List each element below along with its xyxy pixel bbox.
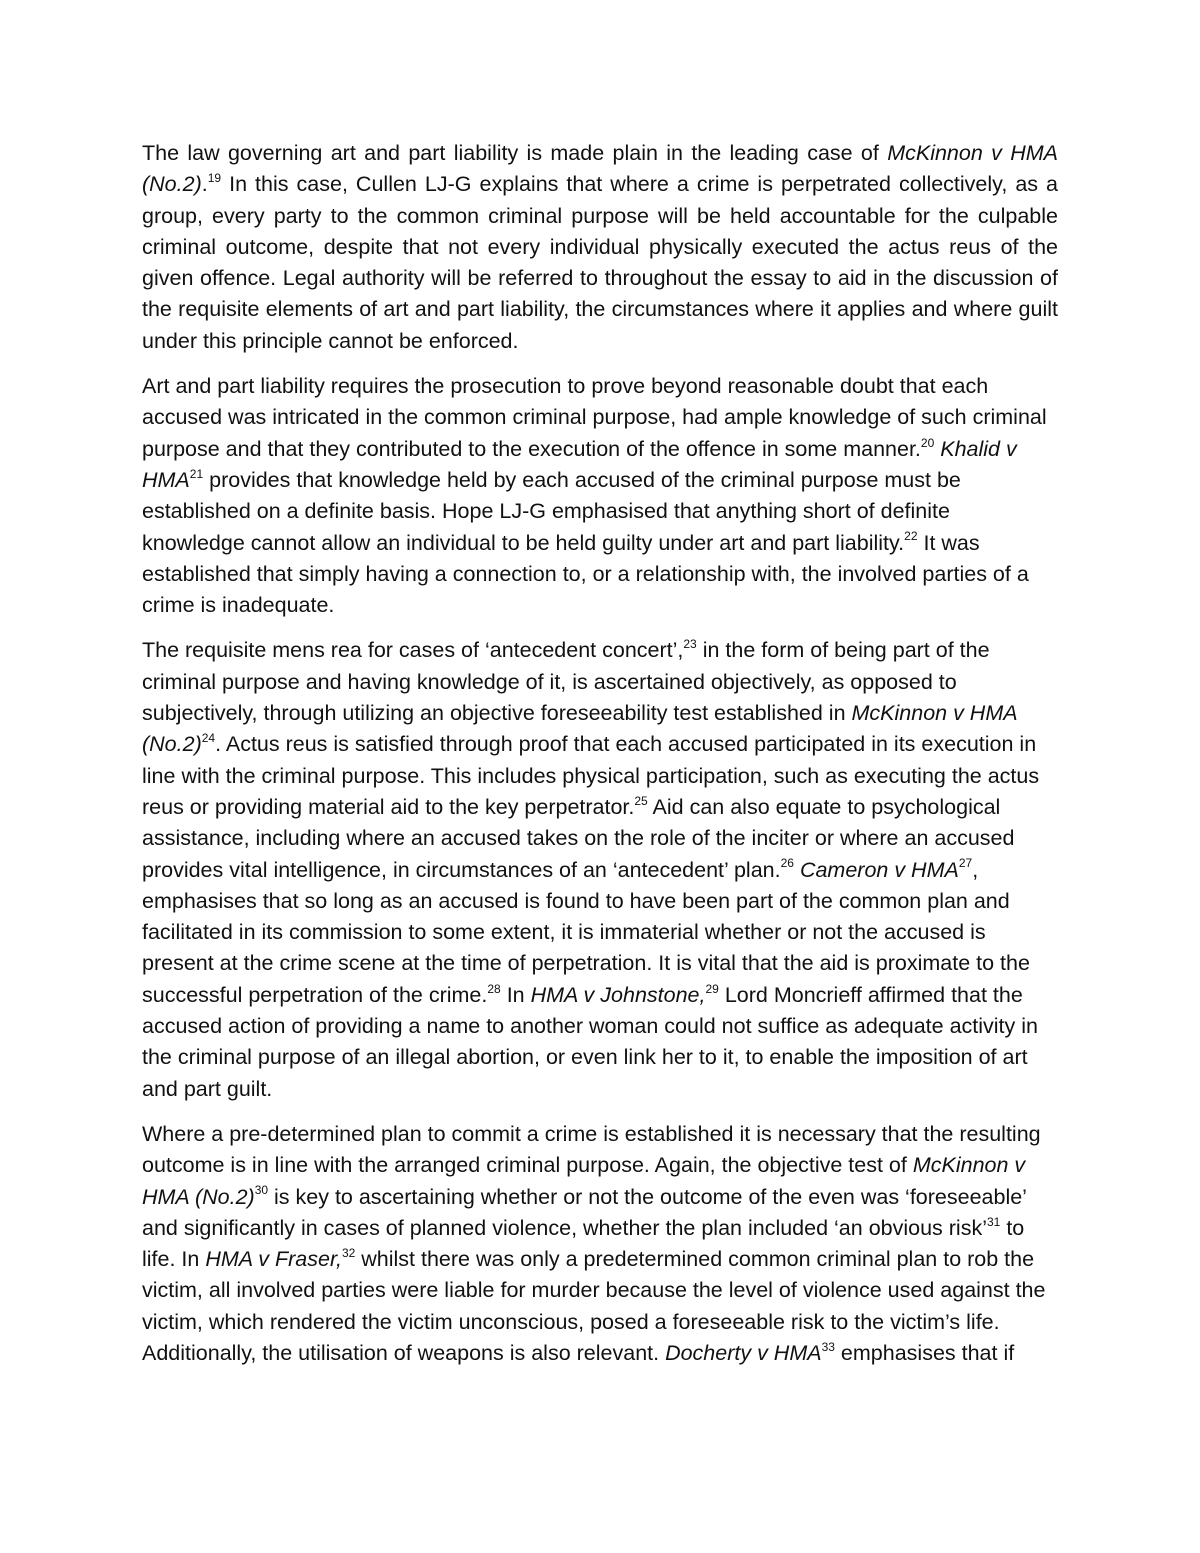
footnote-marker: 29 — [705, 981, 719, 996]
footnote-marker: 30 — [254, 1183, 269, 1198]
case-citation: Docherty v HMA — [665, 1340, 822, 1365]
body-text: emphasises that if — [834, 1340, 1015, 1365]
document-page — [142, 138, 1058, 1383]
case-citation: McKinnon v HMA (No.2) — [142, 1153, 1026, 1209]
body-text: In — [500, 982, 531, 1007]
body-text: . Actus reus is satisfied through proof that each accused participated in its execution in line with the criminal purpose. This includes physical participation, such as executing the actus reus or providing material aid to the key perpetrator. — [142, 732, 1040, 819]
body-text: The law governing art and part liability is made plain in the leading case of — [142, 141, 888, 165]
body-text: Aid can also equate to psychological assistance, including where an accused takes on the role of the inciter or where an accused provides vital intelligence, in circumstances of an ‘antecedent’ plan. — [142, 794, 1015, 882]
footnote-marker: 22 — [904, 529, 918, 544]
body-text: Where a pre-determined plan to commit a crime is established it is necessary that the resulting outcome is in line with the arranged criminal purpose. Again, the objective test of — [142, 1121, 1041, 1178]
body-text: . — [201, 172, 208, 197]
footnote-marker: 21 — [189, 466, 204, 481]
paragraph-4 — [142, 1119, 1058, 1369]
case-citation: McKinnon v HMA (No.2) — [142, 141, 1058, 197]
body-text: , emphasises that so long as an accused is found to have been part of the common plan and facilitated in its commission to some extent, it is immaterial whether or not the accused is present at the crime scene at the time of perpetration. It is vital that the aid is proximate to the successful perpetration of the crime. — [142, 857, 1030, 1007]
footnote-marker: 19 — [207, 171, 222, 186]
case-citation: McKinnon v HMA (No.2) — [142, 701, 1017, 757]
body-text: to life. In — [142, 1215, 1025, 1272]
case-citation: Cameron v HMA — [799, 857, 959, 882]
body-text: provides that knowledge held by each accused of the criminal purpose must be established on a definite basis. Hope LJ-G emphasised that anything short of definite knowledge cannot allow an individual to be held guilty under art and part liability. — [142, 467, 961, 555]
footnote-marker: 33 — [821, 1339, 835, 1354]
body-text: is key to ascertaining whether or not the outcome of the even was ‘foreseeable’ and significantly in cases of planned violence, whether the plan included ‘an obvious risk’ — [142, 1184, 1027, 1240]
footnote-marker: 20 — [920, 435, 935, 450]
case-citation: HMA v Fraser, — [205, 1247, 342, 1272]
body-text: Lord Moncrieff affirmed that the accused action of providing a name to another woman could not suffice as adequate activity in the criminal purpose of an illegal abortion, or even link her to it, to enable the imposition of art and part guilt. — [142, 982, 1038, 1101]
footnote-marker: 26 — [780, 856, 794, 871]
body-text: It was established that simply having a connection to, or a relationship with, the involved parties of a crime is inadequate. — [142, 530, 1029, 618]
body-text: Art and part liability requires the prosecution to prove beyond reasonable doubt that each accused was intricated in the common criminal purpose, had ample knowledge of such criminal purpose and that they contributed to the execution of the offence in some manner. — [142, 374, 1047, 461]
paragraph-1 — [142, 138, 1058, 357]
footnote-marker: 32 — [341, 1245, 356, 1260]
body-text: The requisite mens rea for cases of ‘antecedent concert’, — [142, 638, 684, 663]
footnote-marker: 24 — [201, 731, 216, 746]
body-text: in the form of being part of the criminal purpose and having knowledge of it, is ascertained objectively, as opposed to subjectively, through utilizing an objective foreseeability test established in — [142, 638, 990, 726]
body-text: In this case, Cullen LJ-G explains that where a crime is perpetrated collectively, as a group, every party to the common criminal purpose will be held accountable for the culpable criminal outcome, despite that not every individual physically executed the actus reus of the given offence. Legal authority will be referred to throughout the essay to aid in the discussion of the requisite elements of art and part liability, the circumstances where it applies and where guilt under this principle cannot be enforced. — [142, 172, 1058, 353]
footnote-marker: 27 — [958, 856, 973, 871]
body-text: whilst there was only a predetermined common criminal plan to rob the victim, all involved parties were liable for murder because the level of violence used against the victim, which rendered the victim unconscious, posed a foreseeable risk to the victim’s life. Additionally, the utilisation of weapons is also relevant. — [142, 1247, 1046, 1365]
paragraph-2 — [142, 371, 1058, 621]
case-citation: HMA v Johnstone, — [530, 982, 706, 1007]
paragraph-3 — [142, 635, 1058, 1104]
case-citation: Khalid v HMA — [142, 436, 1017, 492]
footnote-marker: 23 — [683, 637, 697, 652]
footnote-marker: 25 — [634, 793, 648, 808]
footnote-marker: 31 — [987, 1214, 1001, 1229]
footnote-marker: 28 — [487, 981, 501, 996]
